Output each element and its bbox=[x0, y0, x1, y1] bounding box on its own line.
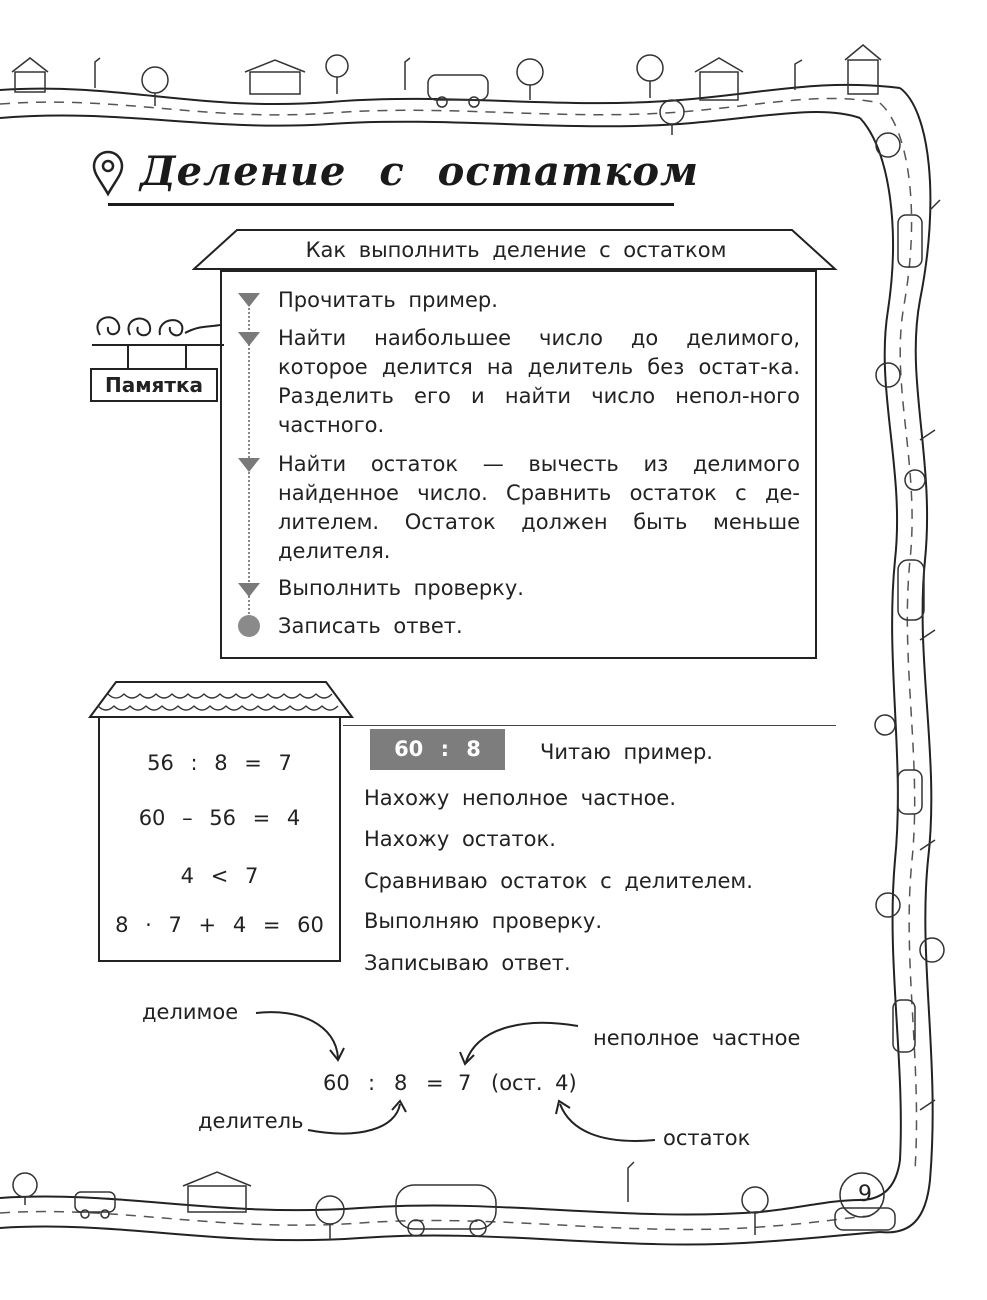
quotient-label: неполное частное bbox=[593, 1026, 801, 1050]
example-badge: 60 : 8 bbox=[370, 729, 505, 770]
step-4: Выполнить проверку. bbox=[278, 576, 524, 600]
calc-line-3: 4 < 7 bbox=[180, 864, 259, 888]
step-5: Записать ответ. bbox=[278, 614, 463, 638]
action-1: Читаю пример. bbox=[540, 740, 713, 764]
dividend-label: делимое bbox=[142, 1000, 239, 1024]
equation-quotient: 7 bbox=[458, 1071, 472, 1095]
action-5: Выполняю проверку. bbox=[364, 909, 603, 933]
calc-line-1: 56 : 8 = 7 bbox=[147, 751, 292, 775]
remainder-label: остаток bbox=[663, 1126, 751, 1150]
page-title: Деление с остатком bbox=[140, 148, 700, 195]
remainder-arrow bbox=[560, 1104, 655, 1141]
calc-line-4: 8 · 7 + 4 = 60 bbox=[115, 913, 324, 937]
action-6: Записываю ответ. bbox=[364, 951, 571, 975]
step-3: Найти остаток — вычесть из делимого найденное число. Сравнить остаток с де-лителем. Остаток должен быть меньше делителя. bbox=[278, 452, 800, 563]
equation-divide-sign: : bbox=[368, 1071, 376, 1095]
step-2: Найти наибольшее число до делимого, которое делится на делитель без остат-ка. Разделить его и найти число непол-ного частного. bbox=[278, 326, 800, 437]
equation-remainder: (ост. 4) bbox=[491, 1071, 577, 1095]
page-number: 9 bbox=[858, 1182, 872, 1207]
step-1: Прочитать пример. bbox=[278, 288, 498, 312]
action-3: Нахожу остаток. bbox=[364, 827, 556, 851]
divisor-arrow bbox=[308, 1104, 400, 1134]
equation-divisor: 8 bbox=[394, 1071, 408, 1095]
action-4: Сравниваю остаток с делителем. bbox=[364, 869, 753, 893]
calc-line-2: 60 – 56 = 4 bbox=[138, 806, 301, 830]
memo-box-title: Как выполнить деление с остатком bbox=[305, 238, 727, 262]
equation-dividend: 60 bbox=[323, 1071, 350, 1095]
memo-label: Памятка bbox=[90, 368, 218, 402]
dividend-arrow bbox=[256, 1012, 338, 1058]
action-2: Нахожу неполное частное. bbox=[364, 786, 677, 810]
divisor-label: делитель bbox=[198, 1109, 304, 1133]
quotient-arrow bbox=[466, 1023, 578, 1062]
equation-equals: = bbox=[426, 1071, 444, 1095]
